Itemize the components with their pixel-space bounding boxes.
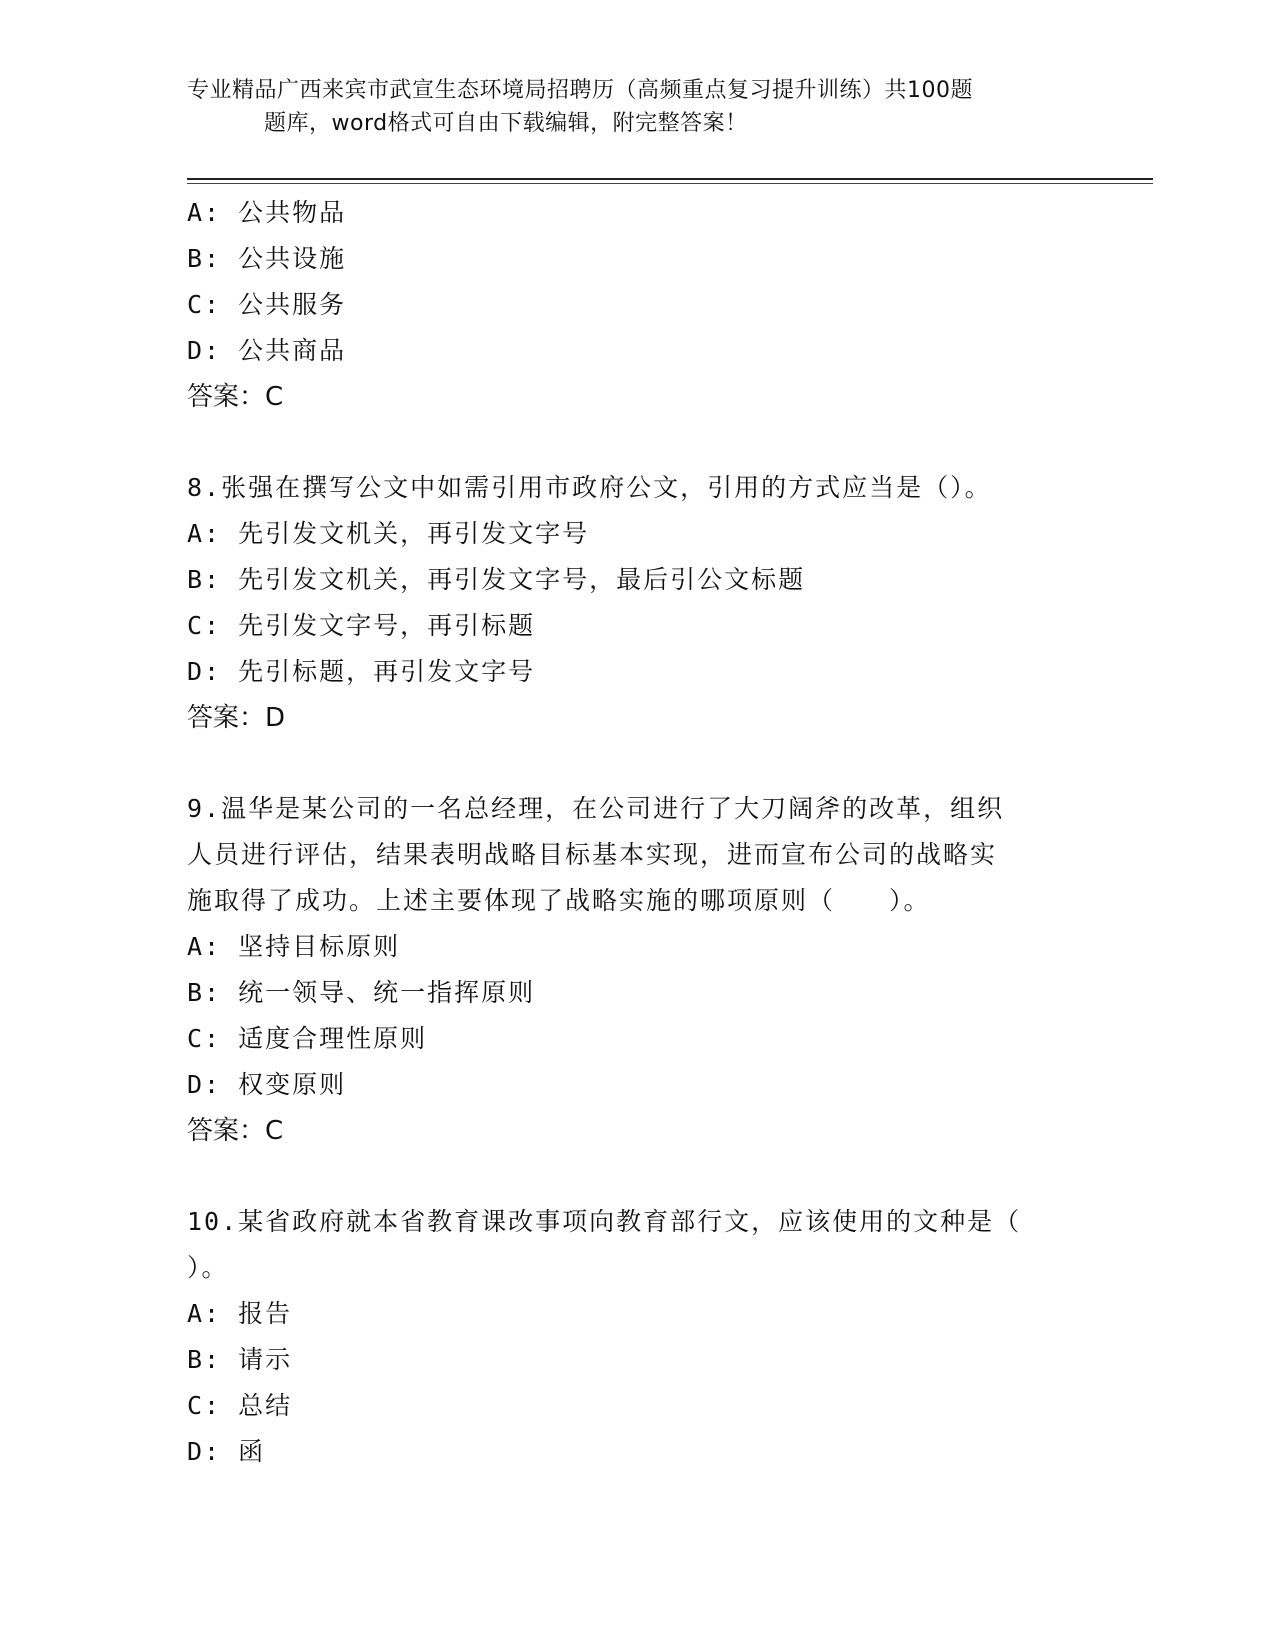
question-text-line: 施取得了成功。上述主要体现了战略实施的哪项原则（ ）。: [187, 886, 931, 915]
option-a: A: 先引发文机关，再引发文字号: [187, 519, 590, 548]
spacer: [187, 741, 1087, 786]
option-d: D: 先引标题，再引发文字号: [187, 657, 536, 686]
option-b: B: 公共设施: [187, 244, 347, 273]
question-text-line: 9.温华是某公司的一名总经理，在公司进行了大刀阔斧的改革，组织: [187, 794, 1005, 823]
answer-line: 答案：D: [187, 703, 286, 733]
question-block-7: [187, 190, 1087, 420]
option-a: A: 坚持目标原则: [187, 932, 401, 961]
question-text-line: 人员进行评估，结果表明战略目标基本实现，进而宣布公司的战略实: [187, 840, 998, 869]
question-text-line: 10.某省政府就本省教育课改事项向教育部行文，应该使用的文种是（: [187, 1207, 1022, 1236]
answer-line: 答案：C: [187, 382, 284, 412]
document-header: [187, 74, 1067, 140]
question-text-line: 8.张强在撰写公文中如需引用市政府公文，引用的方式应当是（）。: [187, 473, 992, 502]
option-c: C: 适度合理性原则: [187, 1024, 428, 1053]
option-d: D: 权变原则: [187, 1070, 347, 1099]
option-c: C: 先引发文字号，再引标题: [187, 611, 536, 640]
answer-line: 答案：C: [187, 1116, 284, 1146]
option-d: D: 函: [187, 1437, 266, 1466]
header-title-line1: 专业精品广西来宾市武宣生态环境局招聘历（高频重点复习提升训练）共100题: [187, 78, 973, 103]
option-b: B: 请示: [187, 1345, 293, 1374]
header-divider-thin: [187, 183, 1153, 184]
option-c: C: 总结: [187, 1391, 293, 1420]
question-text-line: ）。: [187, 1253, 229, 1282]
option-a: A: 公共物品: [187, 198, 347, 227]
header-divider-thick: [187, 178, 1153, 180]
option-b: B: 统一领导、统一指挥原则: [187, 978, 536, 1007]
option-b: B: 先引发文机关，再引发文字号，最后引公文标题: [187, 565, 806, 594]
spacer: [187, 420, 1087, 465]
option-a: A: 报告: [187, 1299, 293, 1328]
question-list: [187, 190, 1087, 1475]
spacer: [187, 1154, 1087, 1199]
question-block-10: [187, 1199, 1087, 1475]
option-d: D: 公共商品: [187, 336, 347, 365]
question-block-9: [187, 786, 1087, 1154]
header-title-line2: 题库，word格式可自由下载编辑，附完整答案！: [264, 111, 748, 136]
question-block-8: [187, 465, 1087, 741]
option-c: C: 公共服务: [187, 290, 347, 319]
